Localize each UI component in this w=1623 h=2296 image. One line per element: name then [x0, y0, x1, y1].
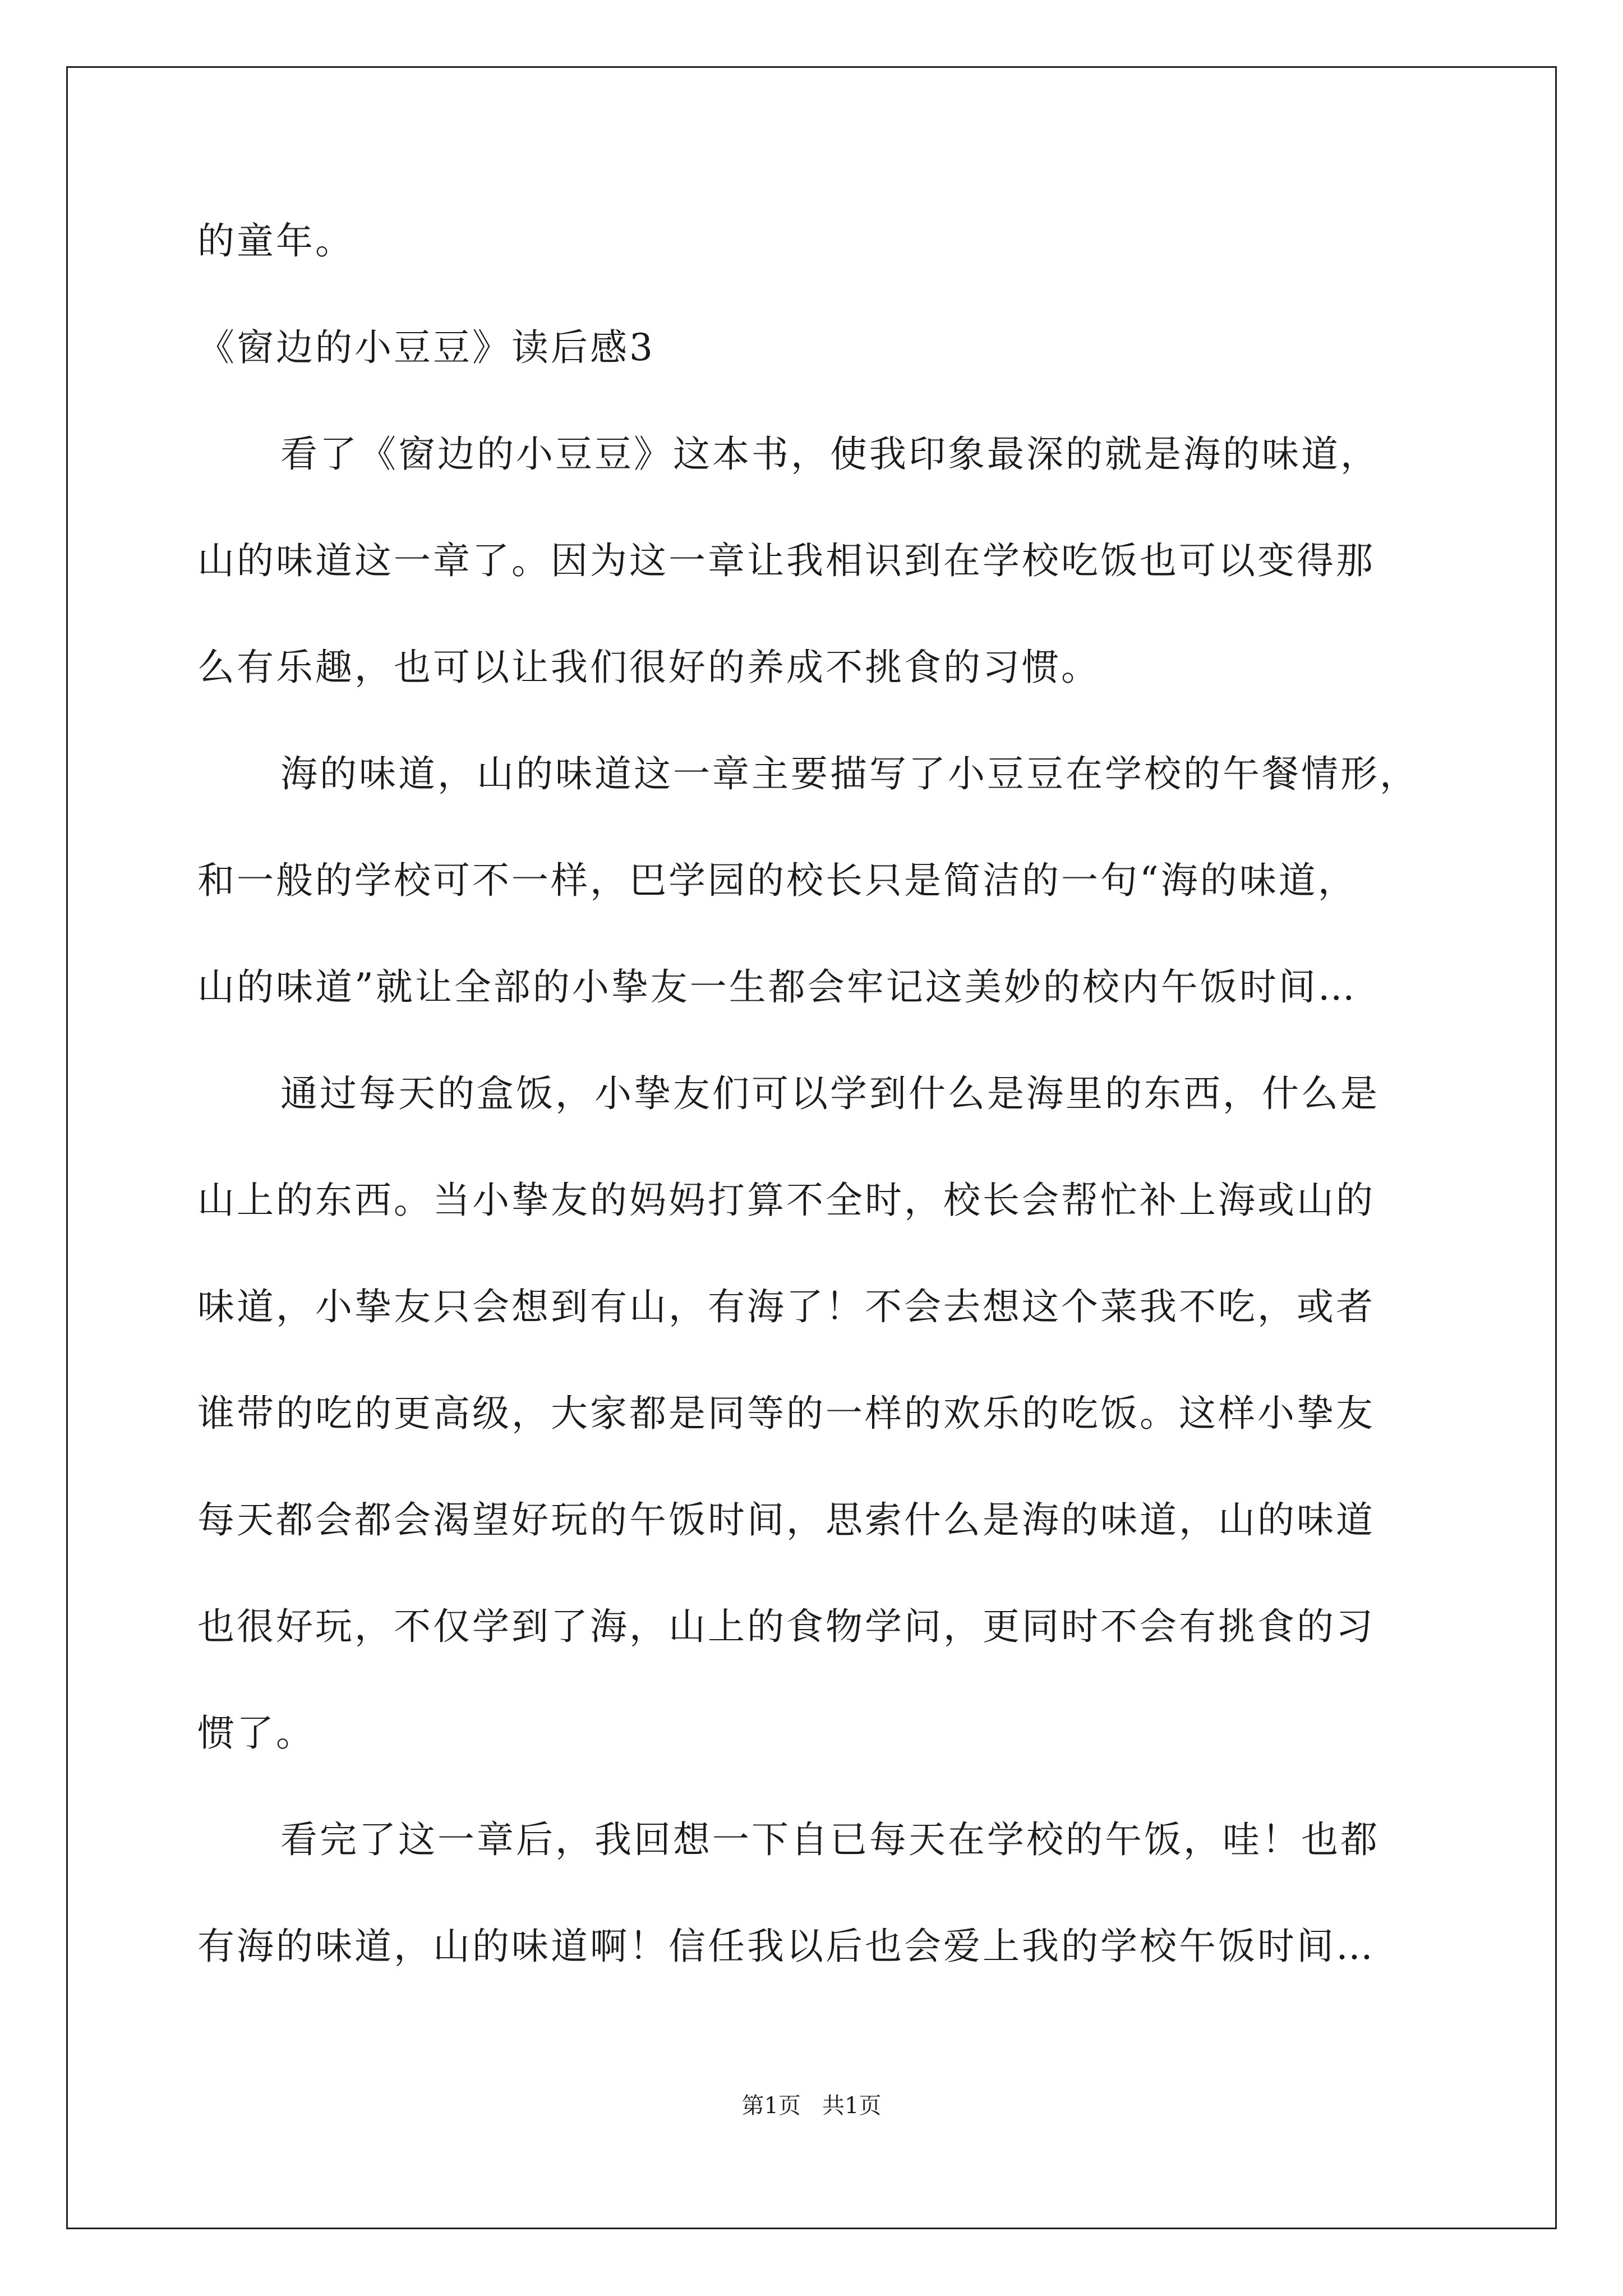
paragraph-line: 惯了。 — [197, 1711, 315, 1755]
paragraph-line: 看了《窗边的小豆豆》这本书，使我印象最深的就是海的味道， — [280, 432, 1380, 476]
paragraph-line: 每天都会都会渴望好玩的午饭时间，思索什么是海的味道，山的味道 — [197, 1498, 1375, 1542]
paragraph-line: 山的味道”就让全部的小挚友一生都会牢记这美妙的校内午饭时间… — [197, 965, 1357, 1009]
paragraph-line: 也很好玩，不仅学到了海，山上的食物学问，更同时不会有挑食的习 — [197, 1605, 1375, 1648]
section-heading: 《窗边的小豆豆》读后感3 — [197, 326, 655, 369]
document-body — [197, 213, 1454, 1975]
paragraph-line: 有海的味道，山的味道啊！信任我以后也会爱上我的学校午饭时间… — [197, 1925, 1375, 1968]
paragraph-line: 和一般的学校可不一样，巴学园的校长只是简洁的一句“海的味道， — [197, 859, 1357, 902]
paragraph-line: 看完了这一章后，我回想一下自已每天在学校的午饭，哇！也都 — [280, 1818, 1380, 1861]
page-number-footer: 第1页 共1页 — [741, 2093, 882, 2119]
paragraph-line: 味道，小挚友只会想到有山，有海了！不会去想这个菜我不吃，或者 — [197, 1285, 1375, 1328]
paragraph-line: 海的味道，山的味道这一章主要描写了小豆豆在学校的午餐情形， — [280, 752, 1419, 795]
paragraph-line: 山的味道这一章了。因为这一章让我相识到在学校吃饭也可以变得那 — [197, 539, 1375, 582]
paragraph-line: 谁带的吃的更高级，大家都是同等的一样的欢乐的吃饭。这样小挚友 — [197, 1392, 1375, 1435]
paragraph-line: 通过每天的盒饭，小挚友们可以学到什么是海里的东西，什么是 — [280, 1072, 1380, 1115]
paragraph-line: 山上的东西。当小挚友的妈妈打算不全时，校长会帮忙补上海或山的 — [197, 1179, 1375, 1222]
paragraph-line: 的童年。 — [197, 219, 354, 263]
paragraph-line: 么有乐趣，也可以让我们很好的养成不挑食的习惯。 — [197, 646, 1100, 689]
